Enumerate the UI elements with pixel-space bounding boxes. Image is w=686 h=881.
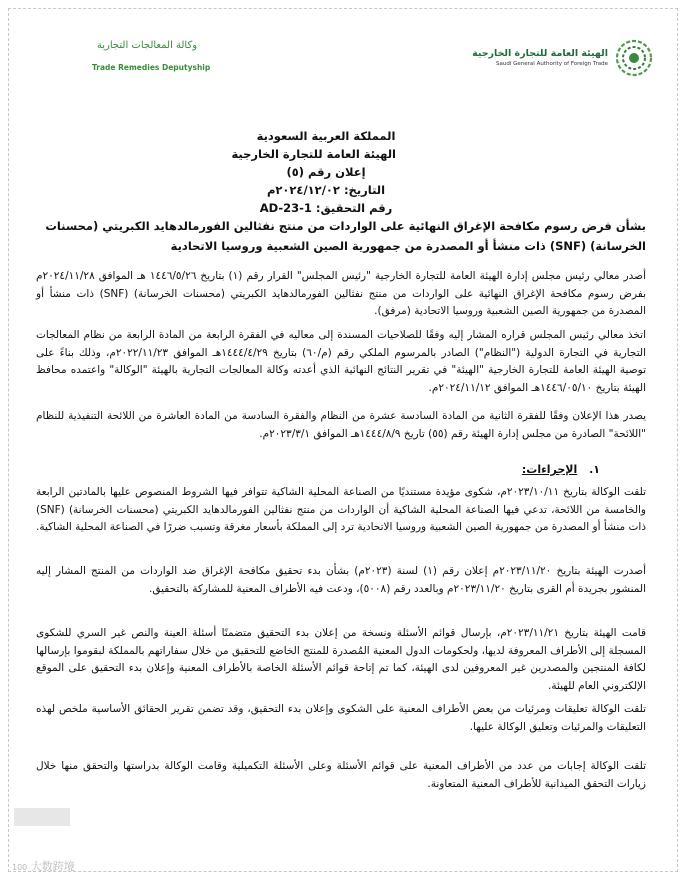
gaft-emblem-icon [614,38,654,78]
watermark [12,858,75,874]
redaction-box [14,808,70,826]
paragraph-responses: تلقت الوكالة إجابات من عدد من الأطراف المعنية على قوائم الأسئلة وعلى الأسئلة التكميلية وقامت الوكالة بدراستها والتحقق منها خلال زيارات التحقق الميدانية للأطراف المعنية المتعاونة. [36,760,646,790]
notice-number: إعلان رقم (٥) [286,165,366,179]
letterhead [0,34,686,84]
section-number: ١. [589,463,600,476]
gaft-logo [454,38,654,82]
paragraph-decision: أصدر معالي رئيس مجلس إدارة الهيئة العامة للتجارة الخارجية "رئيس المجلس" القرار رقم (١) بتاريخ ١٤٤٦/٥/٢٦ هـ الموافق ٢٠٢٤/١١/٢٨م بفرض رسوم مكافحة الإغراق النهائية على الواردات من منتج نفثالين الفورمالدهايد الكبريتي (محسنات الخرسانة) (SNF) ذات منشأ أو المصدرة من جمهورية الصين الشعبية وروسيا الاتحادية (مرفق). [36,270,646,317]
paragraph-questionnaires: قامت الهيئة بتاريخ ٢٠٢٣/١١/٢١م، بإرسال قوائم الأسئلة ونسخة من إعلان بدء التحقيق متضمنًا أسئلة العينة والنص غير السري للشكوى المسجلة إلى الأطراف المعروفة لديها، ولحكومات الدول المعنية المُصدرة للمنتج الخاضع للتحقيق من خلال سفاراتهم بالمملكة لبقوموا بإرسالها لكافة المنتجين والمصدرين غير المعروفين لدى الهيئة، كما تم إتاحة قوائم الأسئلة الخاصة بالأطراف المعنية وإعلان بدء التحقيق على الموقع الإلكتروني العام للهيئة. [36,627,646,692]
gaft-english: Saudi General Authority of Foreign Trade [496,61,608,67]
paragraph-comments: تلقت الوكالة تعليقات ومرئيات من بعض الأطراف المعنية على الشكوى وإعلان بدء التحقيق، وقد تضمن تقرير الحقائق الأساسية ملخص لهذه التعليقات والمرئيات وتعليق الوكالة عليها. [36,703,646,733]
gaft-arabic: الهيئة العامة للتجارة الخارجية [472,48,608,59]
authority-title: الهيئة العامة للتجارة الخارجية [231,147,396,161]
notice-date: التاريخ: ٢٠٢٤/١٢/٠٢م [266,183,386,197]
watermark-prefix: 100 [12,863,28,872]
watermark-text: 大数跨境 [30,860,75,873]
trade-remedies-arabic: وكالة المعالجات التجارية [96,40,198,51]
investigation-number: رقم التحقيق: AD-23-1 [259,201,393,215]
title-block [231,127,396,217]
paragraph-legal-basis: يصدر هذا الإعلان وفقًا للفقرة الثانية من المادة السادسة عشرة من النظام والفقرة السادسة من المادة العاشرة من اللائحة التنفيذية للنظام "اللائحة" الصادرة من مجلس إدارة الهيئة رقم (٥٥) تاريخ ١٤٤٤/٨/٩هـ الموافق ٢٠٢٣/٣/١م. [36,410,646,440]
kingdom-title: المملكة العربية السعودية [256,129,396,143]
paragraph-initiation: أصدرت الهيئة بتاريخ ٢٠٢٣/١١/٢٠م إعلان رقم (١) لسنة (٢٠٢٣م) بشأن بدء تحقيق مكافحة الإغراق ضد الواردات من المنتج المشار إليه المنشور بجريدة أم القرى بتاريخ ٢٠٢٣/١١/٢٠م وبالعدد رقم (٥٠٠٨)، ودعت فيه الأطراف المعنية للمشاركة بالتحقيق. [36,565,646,595]
trade-remedies-logo [92,40,211,72]
paragraph-authority-basis: اتخذ معالي رئيس المجلس قراره المشار إليه وفقًا للصلاحيات المسندة إلى معاليه في الفقرة الرابعة من المادة الرابعة من نظام المعالجات التجارية في التجارة الدولية ("النظام") الصادر بالمرسوم الملكي رقم (م/٦٠) بتاريخ ١٤٤٤/٤/٢٩هـ الموافق ٢٠٢٢/١١/٢٣م، وذلك بناءً على توصية الهيئة العامة للتجارة الخارجية "الهيئة" في تقرير النتائج النهائية الذي أعدته وكالة المعالجات التجارية بالهيئة "الوكالة" واعتمده محافظ الهيئة بتاريخ ١٤٤٦/٠٥/١٠هـ الموافق ٢٠٢٤/١١/١٢م. [36,329,646,394]
section-label: الإجراءات: [521,463,578,476]
trade-remedies-english: Trade Remedies Deputyship [92,63,211,72]
paragraph-complaint: تلقت الوكالة بتاريخ ٢٠٢٣/١٠/١١م، شكوى مؤيدة مستنديًا من الصناعة المحلية الشاكية تتوافر فيها الشروط المنصوص عليها بالمادتين الرابعة والخامسة من اللائحة، تدعي فيها الصناعة المحلية الشاكية أن الواردات من منتج نفثالين الفورمالدهايد الكبريتي (محسنات الخرسانة) (SNF) ذات منشأ أو المصدرة من جمهورية الصين الشعبية وروسيا الاتحادية ترد إلى المملكة بأسعار مغرقة وتسبب ضررًا في الصناعة المحلية الشاكية. [36,486,646,533]
section-heading [522,463,600,476]
subject-heading: بشأن فرض رسوم مكافحة الإغراق النهائية على الواردات من منتج نفثالين الفورمالدهايد الكبريتي (محسنات الخرسانة) (SNF) ذات منشأ أو المصدرة من جمهورية الصين الشعبية وروسيا الاتحادية [45,219,646,253]
